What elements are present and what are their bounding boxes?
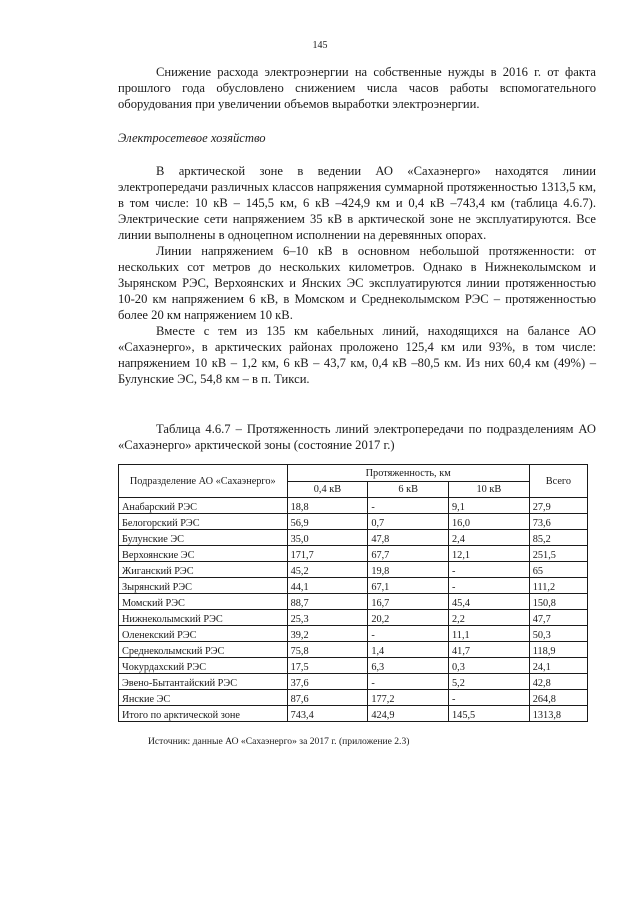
cell-6kv: 47,8 [368, 530, 449, 546]
table-body [119, 498, 588, 722]
table-row [119, 658, 588, 674]
table-row [119, 546, 588, 562]
table-caption-block [118, 421, 596, 453]
table-row [119, 706, 588, 722]
cell-10kv: - [449, 690, 530, 706]
table-row [119, 530, 588, 546]
cell-6kv: 20,2 [368, 610, 449, 626]
cell-6kv: 0,7 [368, 514, 449, 530]
paragraph-block-2 [118, 163, 596, 387]
cell-04kv: 25,3 [287, 610, 368, 626]
table-row [119, 626, 588, 642]
cell-04kv: 45,2 [287, 562, 368, 578]
paragraph-block-1 [118, 64, 596, 112]
header-04kv: 0,4 кВ [287, 482, 368, 498]
table-row [119, 578, 588, 594]
cell-total: 111,2 [529, 578, 587, 594]
cell-04kv: 18,8 [287, 498, 368, 514]
cell-division: Зырянский РЭС [119, 578, 288, 594]
paragraph-2: В арктической зоне в ведении АО «Сахаэнерго» находятся линии электропередачи различных классов напряжения суммарной протяженностью 1313,5 км, в том числе: 10 кВ – 145,5 км, 6 кВ –424,9 км и 0,4 кВ –743,4 км (таблица 4.6.7). Электрические сети напряжением 35 кВ в арктической зоне не эксплуатируются. Все линии выполнены в одноцепном исполнении на деревянных опорах. [118, 164, 596, 242]
cell-6kv: 6,3 [368, 658, 449, 674]
cell-6kv: 177,2 [368, 690, 449, 706]
cell-division: Нижнеколымский РЭС [119, 610, 288, 626]
cell-total: 73,6 [529, 514, 587, 530]
cell-division: Анабарский РЭС [119, 498, 288, 514]
cell-6kv: - [368, 626, 449, 642]
cell-10kv: 5,2 [449, 674, 530, 690]
cell-division: Оленекский РЭС [119, 626, 288, 642]
cell-10kv: 16,0 [449, 514, 530, 530]
table-row [119, 562, 588, 578]
cell-6kv: 16,7 [368, 594, 449, 610]
paragraph-4: Вместе с тем из 135 км кабельных линий, находящихся на балансе АО «Сахаэнерго», в арктических районах проложено 125,4 км или 93%, в том числе: напряжением 10 кВ – 1,2 км, 6 кВ – 43,7 км, 0,4 кВ –80,5 км. Из них 60,4 км (49%) – Булунские ЭС, 54,8 км – в п. Тикси. [118, 324, 596, 386]
cell-6kv: 67,7 [368, 546, 449, 562]
cell-10kv: 12,1 [449, 546, 530, 562]
table-row [119, 642, 588, 658]
cell-total: 27,9 [529, 498, 587, 514]
table-row [119, 498, 588, 514]
cell-6kv: 67,1 [368, 578, 449, 594]
cell-04kv: 44,1 [287, 578, 368, 594]
cell-10kv: - [449, 578, 530, 594]
cell-04kv: 171,7 [287, 546, 368, 562]
header-total: Всего [529, 465, 587, 498]
cell-division: Белогорский РЭС [119, 514, 288, 530]
lines-length-table [118, 464, 588, 722]
cell-division: Верхоянские ЭС [119, 546, 288, 562]
paragraph-3: Линии напряжением 6–10 кВ в основном небольшой протяженности: от нескольких сот метров до нескольких километров. Однако в Нижнеколымском и Зырянском РЭС, Верхоянских и Янских ЭС эксплуатируются линии протяженностью 10-20 км напряжением 6 кВ, в Момском и Среднеколымском РЭС – протяженностью более 20 км напряжением 10 кВ. [118, 244, 596, 322]
table-row [119, 690, 588, 706]
cell-04kv: 17,5 [287, 658, 368, 674]
cell-division: Эвено-Бытантайский РЭС [119, 674, 288, 690]
section-heading: Электросетевое хозяйство [118, 131, 266, 145]
cell-total: 50,3 [529, 626, 587, 642]
cell-10kv: 2,2 [449, 610, 530, 626]
cell-division: Янские ЭС [119, 690, 288, 706]
table-row [119, 674, 588, 690]
cell-10kv: 0,3 [449, 658, 530, 674]
cell-total: 85,2 [529, 530, 587, 546]
cell-04kv: 39,2 [287, 626, 368, 642]
cell-04kv: 743,4 [287, 706, 368, 722]
page-number: 145 [312, 40, 328, 51]
header-division: Подразделение АО «Сахаэнерго» [119, 465, 288, 498]
table-row [119, 514, 588, 530]
cell-10kv: 11,1 [449, 626, 530, 642]
table-row [119, 594, 588, 610]
cell-04kv: 88,7 [287, 594, 368, 610]
cell-10kv: - [449, 562, 530, 578]
cell-04kv: 87,6 [287, 690, 368, 706]
source-note: Источник: данные АО «Сахаэнерго» за 2017 г. (приложение 2.3) [148, 736, 410, 747]
cell-10kv: 45,4 [449, 594, 530, 610]
cell-04kv: 37,6 [287, 674, 368, 690]
table-caption: Таблица 4.6.7 – Протяженность линий электропередачи по подразделениям АО «Сахаэнерго» арктической зоны (состояние 2017 г.) [118, 422, 596, 452]
header-10kv: 10 кВ [449, 482, 530, 498]
cell-6kv: 19,8 [368, 562, 449, 578]
cell-total: 65 [529, 562, 587, 578]
header-length: Протяженность, км [287, 465, 529, 482]
cell-6kv: 1,4 [368, 642, 449, 658]
cell-total: 42,8 [529, 674, 587, 690]
header-6kv: 6 кВ [368, 482, 449, 498]
cell-division: Булунские ЭС [119, 530, 288, 546]
cell-total: 1313,8 [529, 706, 587, 722]
cell-total: 118,9 [529, 642, 587, 658]
paragraph-1: Снижение расхода электроэнергии на собственные нужды в 2016 г. от факта прошлого года обусловлено снижением числа часов работы вспомогательного оборудования при увеличении объемов выработки электроэнергии. [118, 65, 596, 111]
cell-04kv: 35,0 [287, 530, 368, 546]
cell-10kv: 9,1 [449, 498, 530, 514]
cell-division: Итого по арктической зоне [119, 706, 288, 722]
cell-division: Жиганский РЭС [119, 562, 288, 578]
cell-total: 251,5 [529, 546, 587, 562]
cell-10kv: 145,5 [449, 706, 530, 722]
cell-division: Чокурдахский РЭС [119, 658, 288, 674]
cell-10kv: 2,4 [449, 530, 530, 546]
cell-division: Момский РЭС [119, 594, 288, 610]
cell-04kv: 56,9 [287, 514, 368, 530]
cell-04kv: 75,8 [287, 642, 368, 658]
cell-total: 264,8 [529, 690, 587, 706]
cell-total: 24,1 [529, 658, 587, 674]
table-row [119, 610, 588, 626]
cell-total: 150,8 [529, 594, 587, 610]
cell-6kv: 424,9 [368, 706, 449, 722]
cell-10kv: 41,7 [449, 642, 530, 658]
cell-division: Среднеколымский РЭС [119, 642, 288, 658]
cell-6kv: - [368, 674, 449, 690]
cell-total: 47,7 [529, 610, 587, 626]
cell-6kv: - [368, 498, 449, 514]
